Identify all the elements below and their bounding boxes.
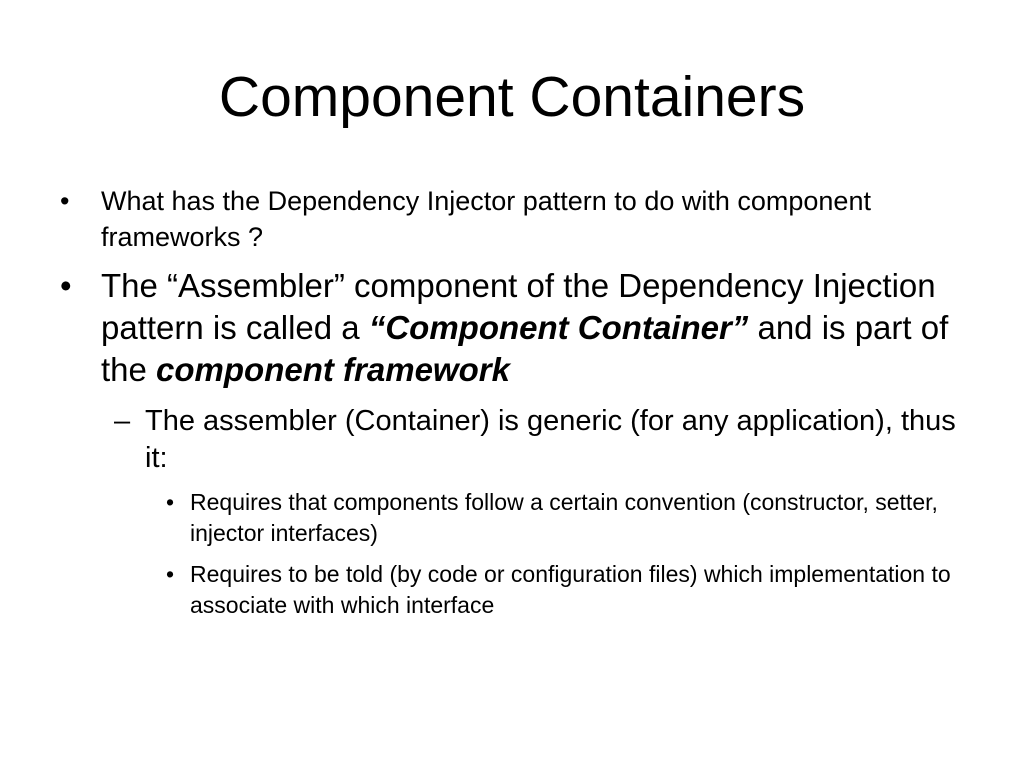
bullet-text: What has the Dependency Injector pattern to do with component frameworks ? xyxy=(101,186,871,252)
slide-body xyxy=(56,183,966,631)
bullet-item xyxy=(56,265,966,391)
sub-sub-bullet-item xyxy=(146,487,966,549)
bullet-text xyxy=(101,267,948,388)
sub-sub-bullet-text: Requires that components follow a certain convention (constructor, setter, injector interfaces) xyxy=(190,489,938,546)
bullet-text-part: The “Assembler” component of the Dependency Injection pattern is called a xyxy=(101,267,936,346)
bullet-emphasis: “Component Container” xyxy=(368,309,749,346)
bullet-emphasis: component framework xyxy=(156,351,510,388)
sub-bullet-item xyxy=(100,403,966,477)
sub-bullet-text: The assembler (Container) is generic (for any application), thus it: xyxy=(145,405,956,474)
slide-title: Component Containers xyxy=(218,65,806,129)
bullet-marker: • xyxy=(166,561,175,587)
bullet-item xyxy=(56,183,966,255)
bullet-marker: • xyxy=(166,489,175,515)
bullet-marker: • xyxy=(60,186,70,216)
sub-sub-bullet-text: Requires to be told (by code or configuration files) which implementation to associate with which interface xyxy=(190,561,951,618)
bullet-marker: • xyxy=(60,267,72,304)
bullet-text-part: and is part of the xyxy=(101,309,949,388)
sub-sub-bullet-item xyxy=(146,559,966,621)
dash-marker: – xyxy=(114,405,131,437)
